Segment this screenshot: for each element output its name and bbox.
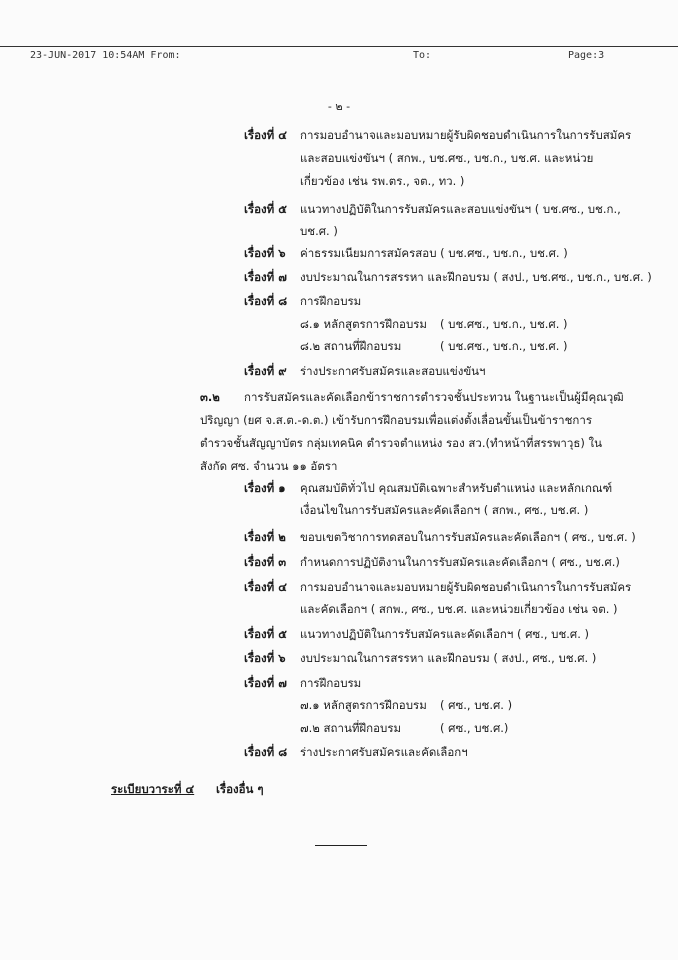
topic-label: เรื่องที่ ๕ (244, 202, 287, 216)
topic-line: การมอบอำนาจและมอบหมายผู้รับผิดชอบดำเนินการในการรับสมัคร (300, 128, 632, 142)
topic-line: การมอบอำนาจและมอบหมายผู้รับผิดชอบดำเนินการในการรับสมัคร (300, 580, 632, 594)
topic-line: กำหนดการปฏิบัติงานในการรับสมัครและคัดเลือกฯ ( ศซ., บช.ศ.) (300, 555, 620, 569)
topic-label: เรื่องที่ ๙ (244, 364, 287, 378)
section-number: ๓.๒ (200, 390, 220, 404)
subtopic-org: ( บช.ศซ., บช.ก., บช.ศ. ) (440, 339, 568, 353)
fax-page: Page:3 (568, 50, 605, 61)
topic-line: งบประมาณในการสรรหา และฝึกอบรม ( สงป., ศซ., บช.ศ. ) (300, 651, 597, 665)
subtopic: ๗.๒ สถานที่ฝึกอบรม (300, 721, 402, 735)
topic-label: เรื่องที่ ๖ (244, 651, 286, 665)
agenda-item-text: เรื่องอื่น ๆ (216, 782, 264, 796)
topic-label: เรื่องที่ ๔ (244, 580, 287, 594)
subtopic-org: ( ศซ., บช.ศ. ) (440, 698, 513, 712)
section-line: ตำรวจชั้นสัญญาบัตร กลุ่มเทคนิค ตำรวจตำแหน่ง รอง สว.(ทำหน้าที่สรรพาวุธ) ใน (200, 436, 602, 450)
topic-label: เรื่องที่ ๘ (244, 294, 288, 308)
topic-label: เรื่องที่ ๗ (244, 270, 287, 284)
topic-label: เรื่องที่ ๔ (244, 128, 287, 142)
topic-line: ค่าธรรมเนียมการสมัครสอบ ( บช.ศซ., บช.ก., บช.ศ. ) (300, 246, 568, 260)
fax-date: 23-JUN-2017 10:54AM From: (30, 50, 181, 61)
subtopic-org: ( ศซ., บช.ศ.) (440, 721, 509, 735)
section-line: สังกัด ศซ. จำนวน ๑๑ อัตรา (200, 459, 338, 473)
topic-label: เรื่องที่ ๓ (244, 555, 287, 569)
section-line: ปริญญา (ยศ จ.ส.ต.-ด.ต.) เข้ารับการฝึกอบรมเพื่อแต่งตั้งเลื่อนขั้นเป็นข้าราชการ (200, 413, 592, 427)
topic-label: เรื่องที่ ๘ (244, 745, 288, 759)
topic-line: ร่างประกาศรับสมัครและสอบแข่งขันฯ (300, 364, 486, 378)
topic-line: และคัดเลือกฯ ( สกพ., ศซ., บช.ศ. และหน่วยเกี่ยวข้อง เช่น จต. ) (300, 602, 618, 616)
topic-line: บช.ศ. ) (300, 224, 338, 238)
topic-line: ร่างประกาศรับสมัครและคัดเลือกฯ (300, 745, 468, 759)
topic-line: และสอบแข่งขันฯ ( สกพ., บช.ศซ., บช.ก., บช.ศ. และหน่วย (300, 151, 594, 165)
topic-line: ขอบเขตวิชาการทดสอบในการรับสมัครและคัดเลือกฯ ( ศซ., บช.ศ. ) (300, 530, 636, 544)
topic-label: เรื่องที่ ๖ (244, 246, 286, 260)
topic-line: แนวทางปฏิบัติในการรับสมัครและสอบแข่งขันฯ ( บช.ศซ., บช.ก., (300, 202, 621, 216)
topic-line: คุณสมบัติทั่วไป คุณสมบัติเฉพาะสำหรับตำแหน่ง และหลักเกณฑ์ (300, 481, 613, 495)
topic-label: เรื่องที่ ๗ (244, 676, 287, 690)
topic-label: เรื่องที่ ๑ (244, 481, 286, 495)
topic-line: แนวทางปฏิบัติในการรับสมัครและคัดเลือกฯ ( ศซ., บช.ศ. ) (300, 627, 590, 641)
section-line: การรับสมัครและคัดเลือกข้าราชการตำรวจชั้นประทวน ในฐานะเป็นผู้มีคุณวุฒิ (244, 390, 624, 404)
subtopic: ๗.๑ หลักสูตรการฝึกอบรม (300, 698, 427, 712)
topic-line: งบประมาณในการสรรหา และฝึกอบรม ( สงป., บช.ศซ., บช.ก., บช.ศ. ) (300, 270, 652, 284)
topic-line: การฝึกอบรม (300, 676, 362, 690)
topic-line: เกี่ยวข้อง เช่น รพ.ตร., จต., ทว. ) (300, 174, 465, 188)
page-number: - ๒ - (327, 100, 351, 113)
topic-label: เรื่องที่ ๒ (244, 530, 286, 544)
subtopic: ๘.๑ หลักสูตรการฝึกอบรม (300, 317, 427, 331)
subtopic-org: ( บช.ศซ., บช.ก., บช.ศ. ) (440, 317, 568, 331)
end-divider (315, 845, 367, 846)
fax-header (0, 46, 678, 65)
subtopic: ๘.๒ สถานที่ฝึกอบรม (300, 339, 402, 353)
topic-label: เรื่องที่ ๕ (244, 627, 287, 641)
agenda-item-label: ระเบียบวาระที่ ๔ (111, 782, 195, 796)
topic-line: เงื่อนไขในการรับสมัครและคัดเลือกฯ ( สกพ., ศซ., บช.ศ. ) (300, 503, 589, 517)
fax-to: To: (413, 50, 432, 61)
topic-line: การฝึกอบรม (300, 294, 362, 308)
